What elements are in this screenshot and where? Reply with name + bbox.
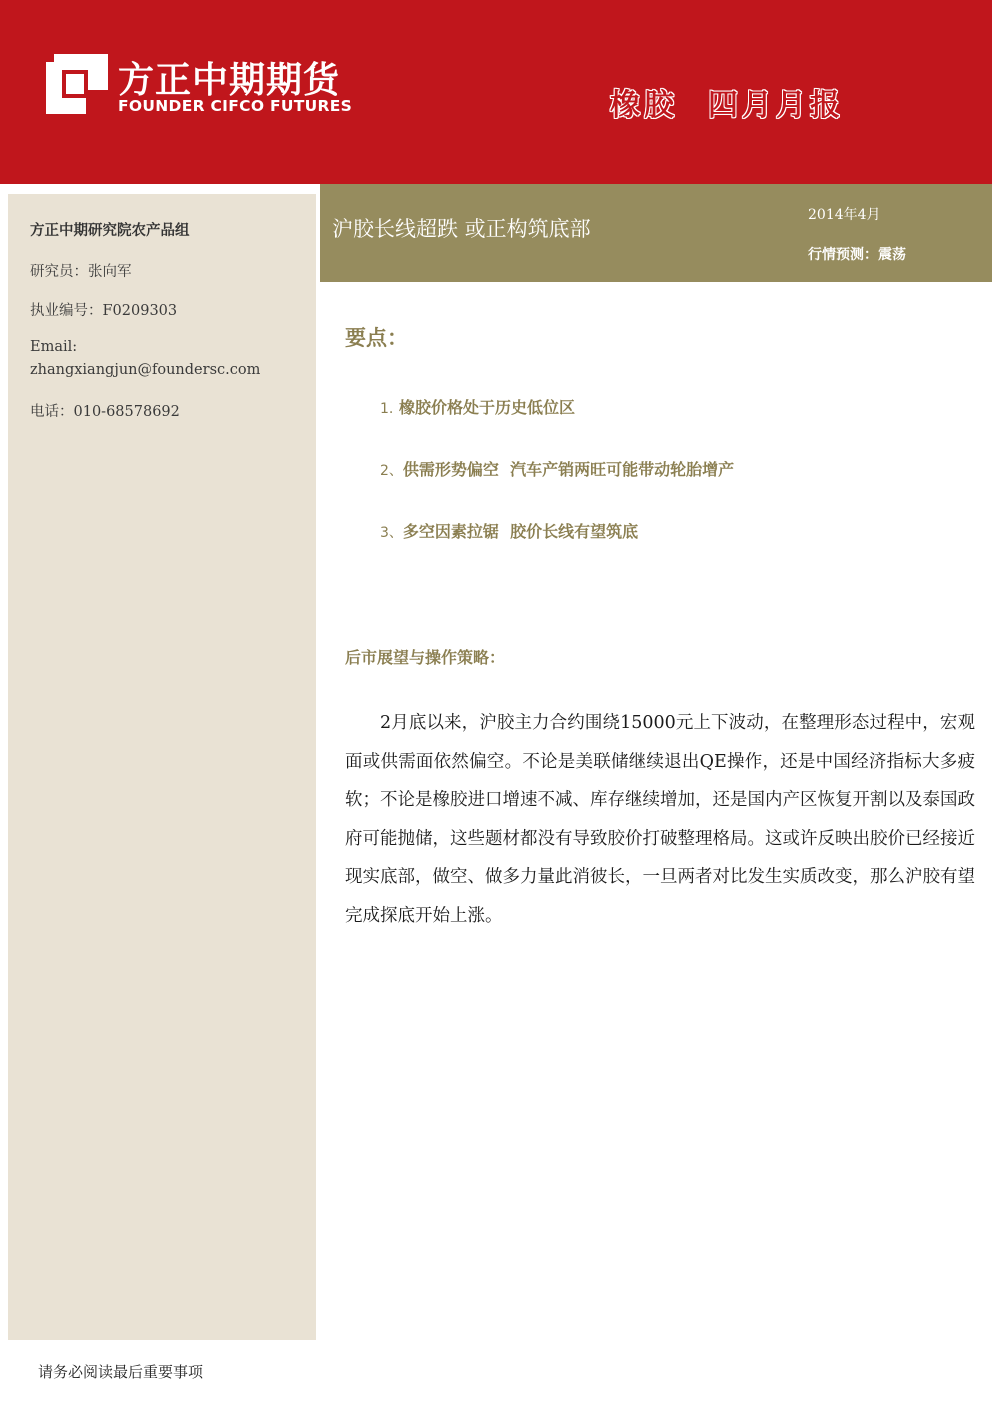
key-point-item <box>380 395 575 418</box>
key-point-number: 1. <box>380 401 394 417</box>
key-point-number: 2、 <box>380 463 403 479</box>
report-header <box>0 0 992 184</box>
report-type: 四月月报 <box>708 88 844 123</box>
research-group: 方正中期研究院农产品组 <box>30 223 190 239</box>
report-headline: 沪胶长线超跌 或正构筑底部 <box>332 217 591 241</box>
key-point-item <box>380 457 734 480</box>
disclaimer-note: 请务必阅读最后重要事项 <box>38 1363 204 1381</box>
phone-number: 电话：010-68578692 <box>30 404 180 420</box>
report-date: 2014年4月 <box>808 207 881 223</box>
email-address: zhangxiangjun@foundersc.com <box>30 362 261 378</box>
key-points-heading: 要点： <box>345 326 408 350</box>
brand-name-en: FOUNDER CIFCO FUTURES <box>118 97 353 115</box>
market-forecast: 行情预测：震荡 <box>808 247 906 263</box>
key-point-item <box>380 519 638 542</box>
outlook-heading: 后市展望与操作策略： <box>345 648 506 667</box>
email-label: Email: <box>30 339 78 355</box>
report-title <box>610 80 844 124</box>
brand-name-cn: 方正中期期货 <box>118 60 341 101</box>
founder-logo-icon <box>46 54 108 114</box>
license-number: 执业编号：F0209303 <box>30 303 178 319</box>
report-product: 橡胶 <box>610 88 678 123</box>
key-point-text: 橡胶价格处于历史低位区 <box>398 398 575 417</box>
outlook-paragraph: 2月底以来，沪胶主力合约围绕15000元上下波动，在整理形态过程中，宏观面或供需面依然偏空。不论是美联储继续退出QE操作，还是中国经济指标大多疲软；不论是橡胶进口增速不减、库存继续增加，还是国内产区恢复开割以及泰国政府可能抛储，这些题材都没有导致胶价打破整理格局。这或许反映出胶价已经接近现实底部，做空、做多力量此消彼长，一旦两者对比发生实质改变，那么沪胶有望完成探底开始上涨。 <box>345 713 975 926</box>
key-point-text: 供需形势偏空 汽车产销两旺可能带动轮胎增产 <box>402 460 735 479</box>
key-point-text: 多空因素拉锯 胶价长线有望筑底 <box>402 522 639 541</box>
researcher-name: 研究员：张向军 <box>30 264 132 280</box>
key-point-number: 3、 <box>380 525 403 541</box>
